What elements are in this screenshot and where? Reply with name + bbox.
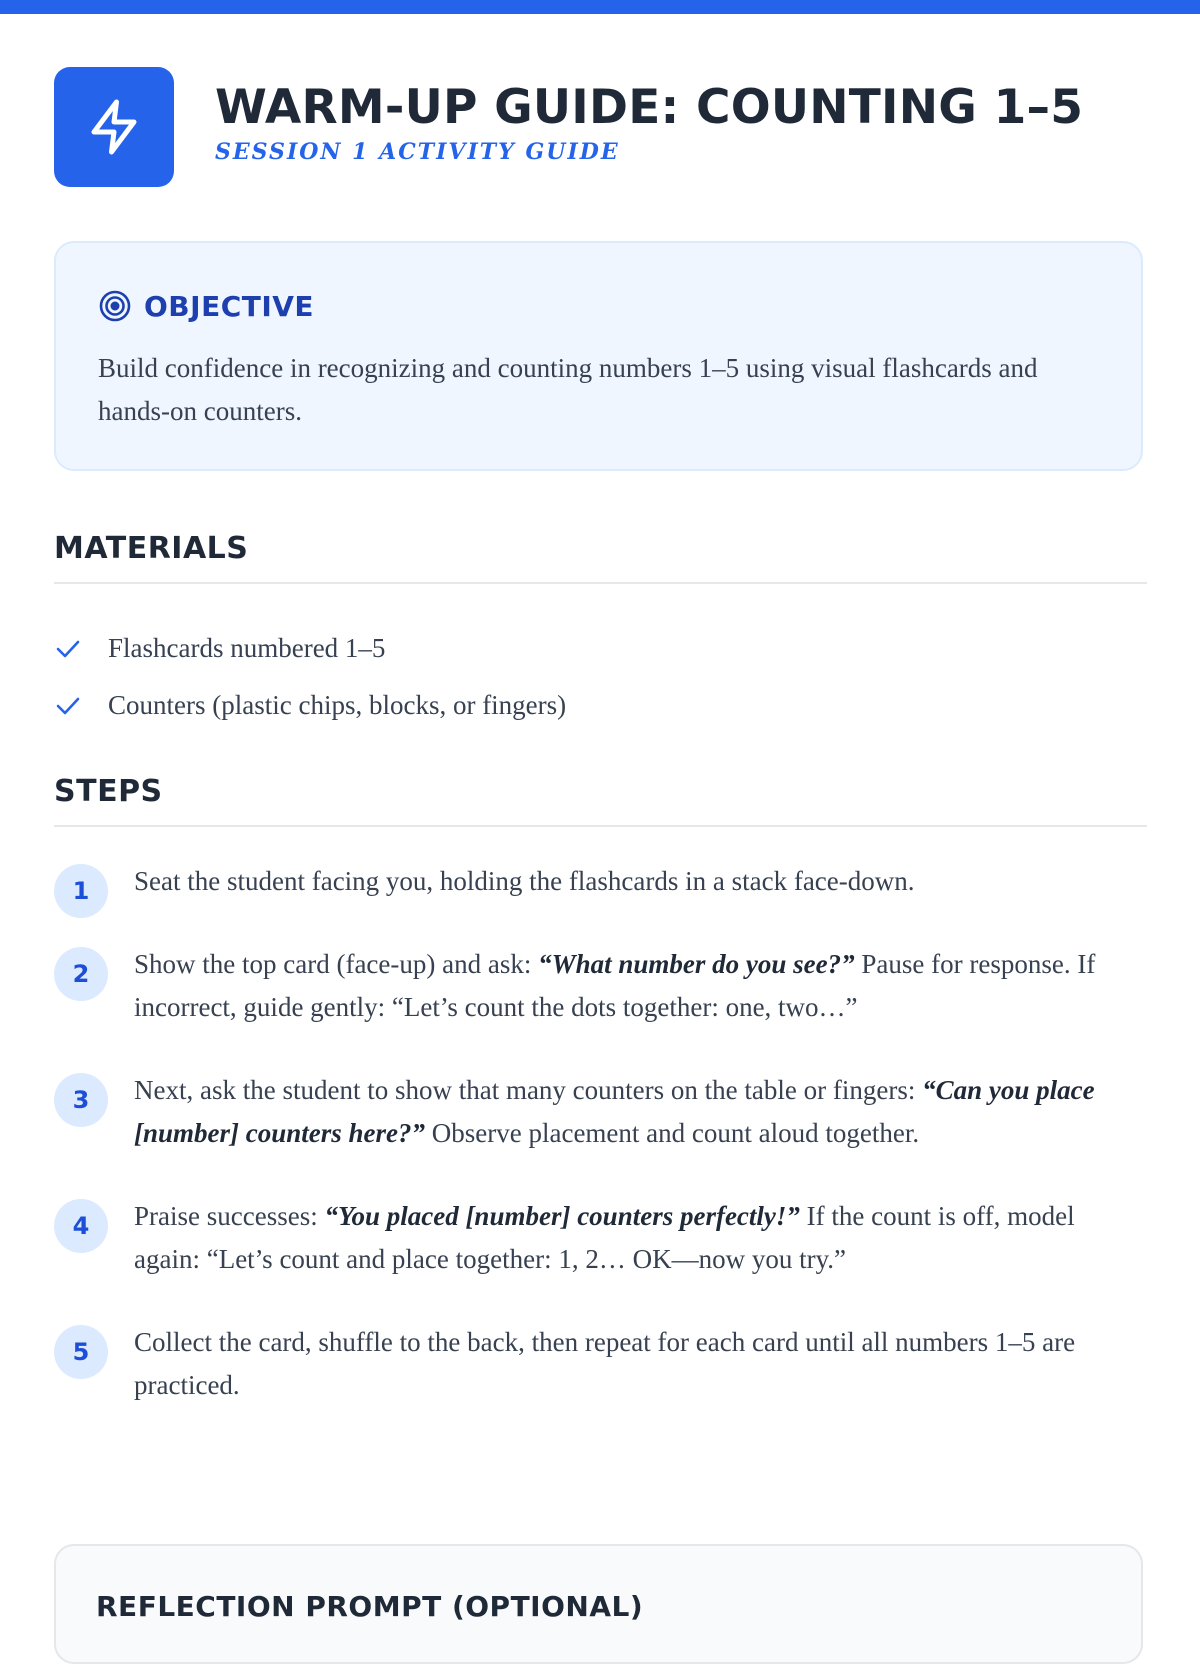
reflection-title: REFLECTION PROMPT (OPTIONAL) [96, 1590, 644, 1623]
step-number-badge: 4 [54, 1199, 108, 1253]
material-label: Counters (plastic chips, blocks, or fingers) [108, 690, 567, 720]
page-subtitle: SESSION 1 ACTIVITY GUIDE [215, 139, 620, 165]
steps-list [54, 860, 1147, 1447]
guide-header [54, 67, 1147, 187]
step-text: Next, ask the student to show that many counters on the table or fingers: [134, 1075, 923, 1105]
page-title: WARM-UP GUIDE: COUNTING 1–5 [215, 80, 1084, 135]
material-label: Flashcards numbered 1–5 [108, 633, 386, 663]
step-number-badge: 2 [54, 947, 108, 1001]
check-icon [54, 692, 82, 720]
step-text-continued: If the count is off, model again: “Let’s count and place together: 1, 2… OK—now you try.” [134, 1201, 1075, 1274]
check-icon [54, 635, 82, 663]
materials-heading: MATERIALS [54, 531, 1147, 584]
list-item [54, 677, 566, 734]
list-item [54, 620, 566, 677]
objective-title: OBJECTIVE [144, 289, 315, 323]
target-icon [98, 289, 132, 323]
step-item [54, 1069, 1147, 1155]
objective-text: Build confidence in recognizing and counting numbers 1–5 using visual flashcards and hands-on counters. [98, 353, 1038, 426]
step-item [54, 1195, 1147, 1281]
step-text: Praise successes: [134, 1201, 325, 1231]
step-number-badge: 5 [54, 1325, 108, 1379]
step-quote: “Can you place [number] counters here?” [134, 1075, 1095, 1148]
top-accent-bar [0, 0, 1200, 14]
steps-heading: STEPS [54, 774, 1147, 827]
step-text: Collect the card, shuffle to the back, then repeat for each card until all numbers 1–5 are practiced. [134, 1327, 1076, 1400]
step-item [54, 860, 1147, 903]
step-item [54, 1321, 1147, 1407]
materials-list [54, 620, 566, 734]
header-text [215, 81, 1083, 165]
step-text: Seat the student facing you, holding the flashcards in a stack face-down. [134, 866, 915, 896]
step-number-badge: 1 [54, 864, 108, 918]
step-text: Show the top card (face-up) and ask: [134, 949, 539, 979]
step-item [54, 943, 1147, 1029]
step-text-continued: Observe placement and count aloud together. [425, 1118, 920, 1148]
reflection-card [54, 1544, 1143, 1664]
step-quote: “What number do you see?” [538, 949, 855, 979]
lightning-bolt-icon [54, 67, 174, 187]
step-text-continued: Pause for response. If incorrect, guide gently: “Let’s count the dots together: one, two…” [134, 949, 1096, 1022]
step-quote: “You placed [number] counters perfectly!” [324, 1201, 800, 1231]
step-number-badge: 3 [54, 1073, 108, 1127]
objective-card [54, 241, 1143, 471]
objective-header [98, 289, 314, 323]
